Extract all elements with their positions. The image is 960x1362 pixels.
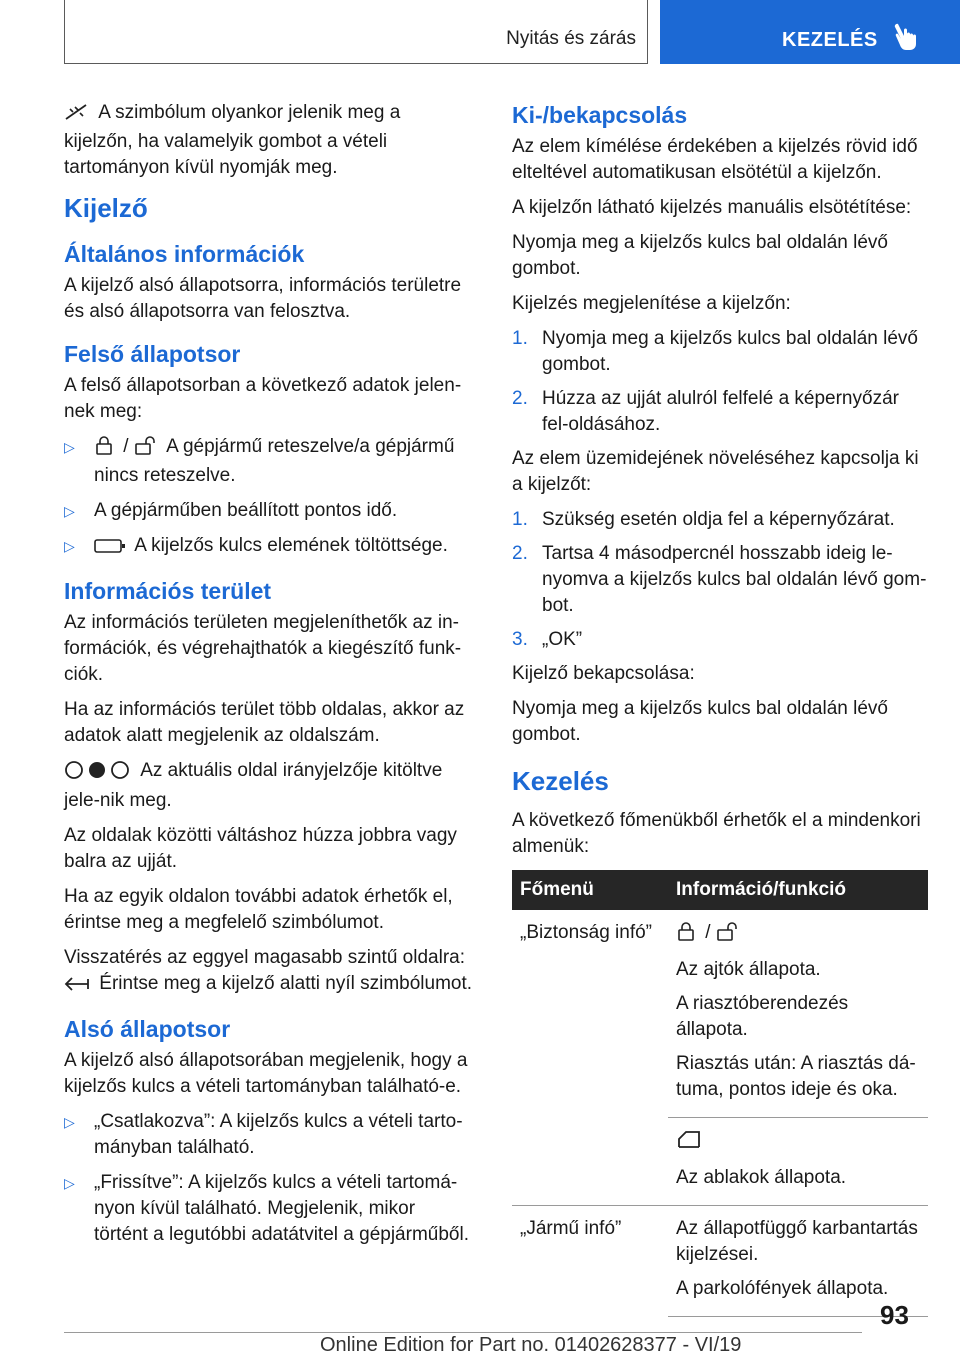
paragraph-r2: A kijelzőn látható kijelzés manuális elsötétítése:: [512, 197, 912, 218]
step-number: 2.: [512, 543, 528, 564]
cell-line: Az állapotfüggő karbantartás kijelzései.: [676, 1218, 918, 1265]
paragraph-r1: Az elem kímélése érdekében a kijelzés rövid idő elteltével automatikusan elsötétül a kijelzőn.: [512, 136, 918, 183]
paragraph-info-3: [64, 758, 474, 814]
step-number: 1.: [512, 328, 528, 349]
list-item: [512, 541, 928, 619]
table-cell-info: [668, 1118, 928, 1206]
step-number: 1.: [512, 509, 528, 530]
felso-list: [64, 434, 474, 562]
back-arrow-icon: [64, 974, 90, 1000]
table-header-fomenu: Főmenü: [512, 870, 668, 910]
step-number: 2.: [512, 388, 528, 409]
table-cell-menu: „Biztonság infó”: [520, 922, 653, 943]
step-number: 3.: [512, 629, 528, 650]
list-item-text: A gépjármű reteszelve/a gépjármű nincs reteszelve.: [94, 436, 455, 486]
header-chapter-tab: [660, 0, 960, 64]
lock-open-icon: [716, 921, 740, 949]
paragraph-altalanos: A kijelző alsó állapotsorra, információs területre és alsó állapotsorra van felosztva.: [64, 275, 462, 322]
list-item: [64, 1170, 474, 1248]
steps-list-2: [512, 507, 928, 653]
cell-line: A parkolófények állapota.: [676, 1278, 889, 1299]
table-row: [512, 1118, 928, 1206]
list-item-text: „Frissítve”: A kijelzős kulcs a vételi tartomá-nyon kívül található. Megjelenik, mikor történt a legutóbbi adatátvitel a gépjárműből.: [94, 1172, 469, 1245]
table-cell-menu: „Jármű infó”: [520, 1218, 622, 1239]
list-item-text: „OK”: [542, 629, 583, 650]
lock-open-icon: [134, 435, 158, 463]
table-cell-menu: [512, 1118, 668, 1206]
table-row: [512, 910, 928, 1118]
list-item: [512, 386, 928, 438]
footer-edition: Online Edition for Part no. 01402628377 - VI/19: [320, 1334, 742, 1356]
list-item-text: Tartsa 4 másodpercnél hosszabb ideig le-nyomva a kijelzős kulcs bal oldalán lévő gom-bot.: [542, 543, 927, 616]
page-indicator-icon: [64, 760, 130, 788]
paragraph-r5: Az elem üzemidejének növeléséhez kapcsolja ki a kijelzőt:: [512, 448, 919, 495]
page-indicator-text: Az aktuális oldal irányjelzője kitöltve jele-nik meg.: [64, 760, 443, 811]
heading-felso-allapotsor: Felső állapotsor: [64, 341, 241, 367]
left-column: [64, 100, 474, 1257]
heading-kezeles: Kezelés: [512, 766, 609, 796]
paragraph-info-1: Az információs területen megjeleníthetők az in-formációk, és végrehajthatók a kiegészítő funk-ciók.: [64, 612, 462, 685]
heading-kijelzo: Kijelző: [64, 193, 148, 223]
list-item: [512, 326, 928, 378]
window-icon-line: [676, 1128, 920, 1157]
triangle-bullet-icon: ▷: [64, 439, 75, 455]
triangle-bullet-icon: ▷: [64, 1114, 75, 1130]
slash-separator: /: [705, 922, 711, 943]
triangle-bullet-icon: ▷: [64, 538, 75, 554]
back-instruction: Visszatérés az eggyel magasabb szintű oldalra:: [64, 947, 465, 968]
paragraph-r8: A következő főmenükből érhetők el a mindenkori almenük:: [512, 810, 921, 857]
list-item: [512, 627, 928, 653]
also-list: [64, 1109, 474, 1248]
heading-informacios-terulet: Információs terület: [64, 578, 272, 604]
steps-list-1: [512, 326, 928, 438]
triangle-bullet-icon: ▷: [64, 503, 75, 519]
list-item: [64, 434, 474, 489]
list-item-text: A gépjárműben beállított pontos idő.: [94, 500, 398, 521]
cell-line: Az ablakok állapota.: [676, 1167, 847, 1188]
list-item-text: Húzza az ujját alulról felfelé a képernyőzár fel-oldásához.: [542, 388, 899, 435]
list-item: [64, 1109, 474, 1161]
list-item-text: Szükség esetén oldja fel a képernyőzárat.: [542, 509, 895, 530]
paragraph-info-2: Ha az információs terület több oldalas, akkor az adatok alatt megjelenik az oldalszám.: [64, 699, 465, 746]
header-section-title: Nyitás és zárás: [506, 28, 636, 49]
list-item-text: Nyomja meg a kijelzős kulcs bal oldalán lévő gombot.: [542, 328, 918, 375]
right-column: [512, 100, 928, 1317]
list-item-text: A kijelzős kulcs elemének töltöttsége.: [134, 535, 448, 556]
cell-line: Riasztás után: A riasztás dá-tuma, pontos ideje és oka.: [676, 1053, 916, 1100]
lock-closed-icon: [94, 435, 114, 463]
footer-divider: [64, 1332, 862, 1333]
paragraph-r7: Nyomja meg a kijelzős kulcs bal oldalán lévő gombot.: [512, 698, 888, 745]
paragraph-info-4: Az oldalak közötti váltáshoz húzza jobbra vagy balra az ujját.: [64, 825, 457, 872]
table-row: [512, 1206, 928, 1317]
paragraph-felso: A felső állapotsorban a következő adatok jelen-nek meg:: [64, 375, 462, 422]
cell-line: A riasztóberendezés állapota.: [676, 993, 849, 1040]
heading-also-allapotsor: Alsó állapotsor: [64, 1016, 231, 1042]
out-of-range-text: A szimbólum olyankor jelenik meg a kijelzőn, ha valamelyik gombot a vételi tartományon kívül nyomják meg.: [64, 102, 401, 178]
triangle-bullet-icon: ▷: [64, 1175, 75, 1191]
heading-altalanos: Általános információk: [64, 241, 305, 267]
main-menu-table: [512, 870, 928, 1317]
slash-separator: /: [123, 436, 129, 457]
paragraph-info-6: [64, 945, 474, 1000]
table-header-info: Információ/funkció: [668, 870, 928, 910]
battery-icon: [94, 536, 126, 562]
lock-closed-icon: [676, 921, 696, 949]
paragraph-r4: Kijelzés megjelenítése a kijelzőn:: [512, 293, 791, 314]
list-item: [64, 533, 474, 562]
back-arrow-text: Érintse meg a kijelző alatti nyíl szimbólumot.: [99, 973, 473, 994]
header-chapter-title: KEZELÉS: [782, 29, 878, 51]
table-header-row: [512, 870, 928, 910]
list-item: [64, 498, 474, 524]
car-window-icon: [676, 1129, 702, 1157]
paragraph-also: A kijelző alsó állapotsorában megjelenik, hogy a kijelzős kulcs a vételi tartományban található-e.: [64, 1050, 468, 1097]
pointing-hand-icon: [894, 22, 920, 57]
list-item: [512, 507, 928, 533]
cell-line: Az ajtók állapota.: [676, 959, 821, 980]
signal-off-icon: [64, 103, 90, 129]
paragraph-r3: Nyomja meg a kijelzős kulcs bal oldalán lévő gombot.: [512, 232, 888, 279]
page-number: 93: [880, 1300, 909, 1330]
paragraph-info-5: Ha az egyik oldalon további adatok érhetők el, érintse meg a megfelelő szimbólumot.: [64, 886, 453, 933]
paragraph-r6: Kijelző bekapcsolása:: [512, 663, 695, 684]
list-item-text: „Csatlakozva”: A kijelzős kulcs a vételi tarto-mányban található.: [94, 1111, 463, 1158]
heading-ki-bekapcsolas: Ki-/bekapcsolás: [512, 102, 688, 128]
table-cell-info: [668, 910, 928, 1118]
out-of-range-note: [64, 100, 474, 181]
lock-icons-line: [676, 920, 920, 949]
